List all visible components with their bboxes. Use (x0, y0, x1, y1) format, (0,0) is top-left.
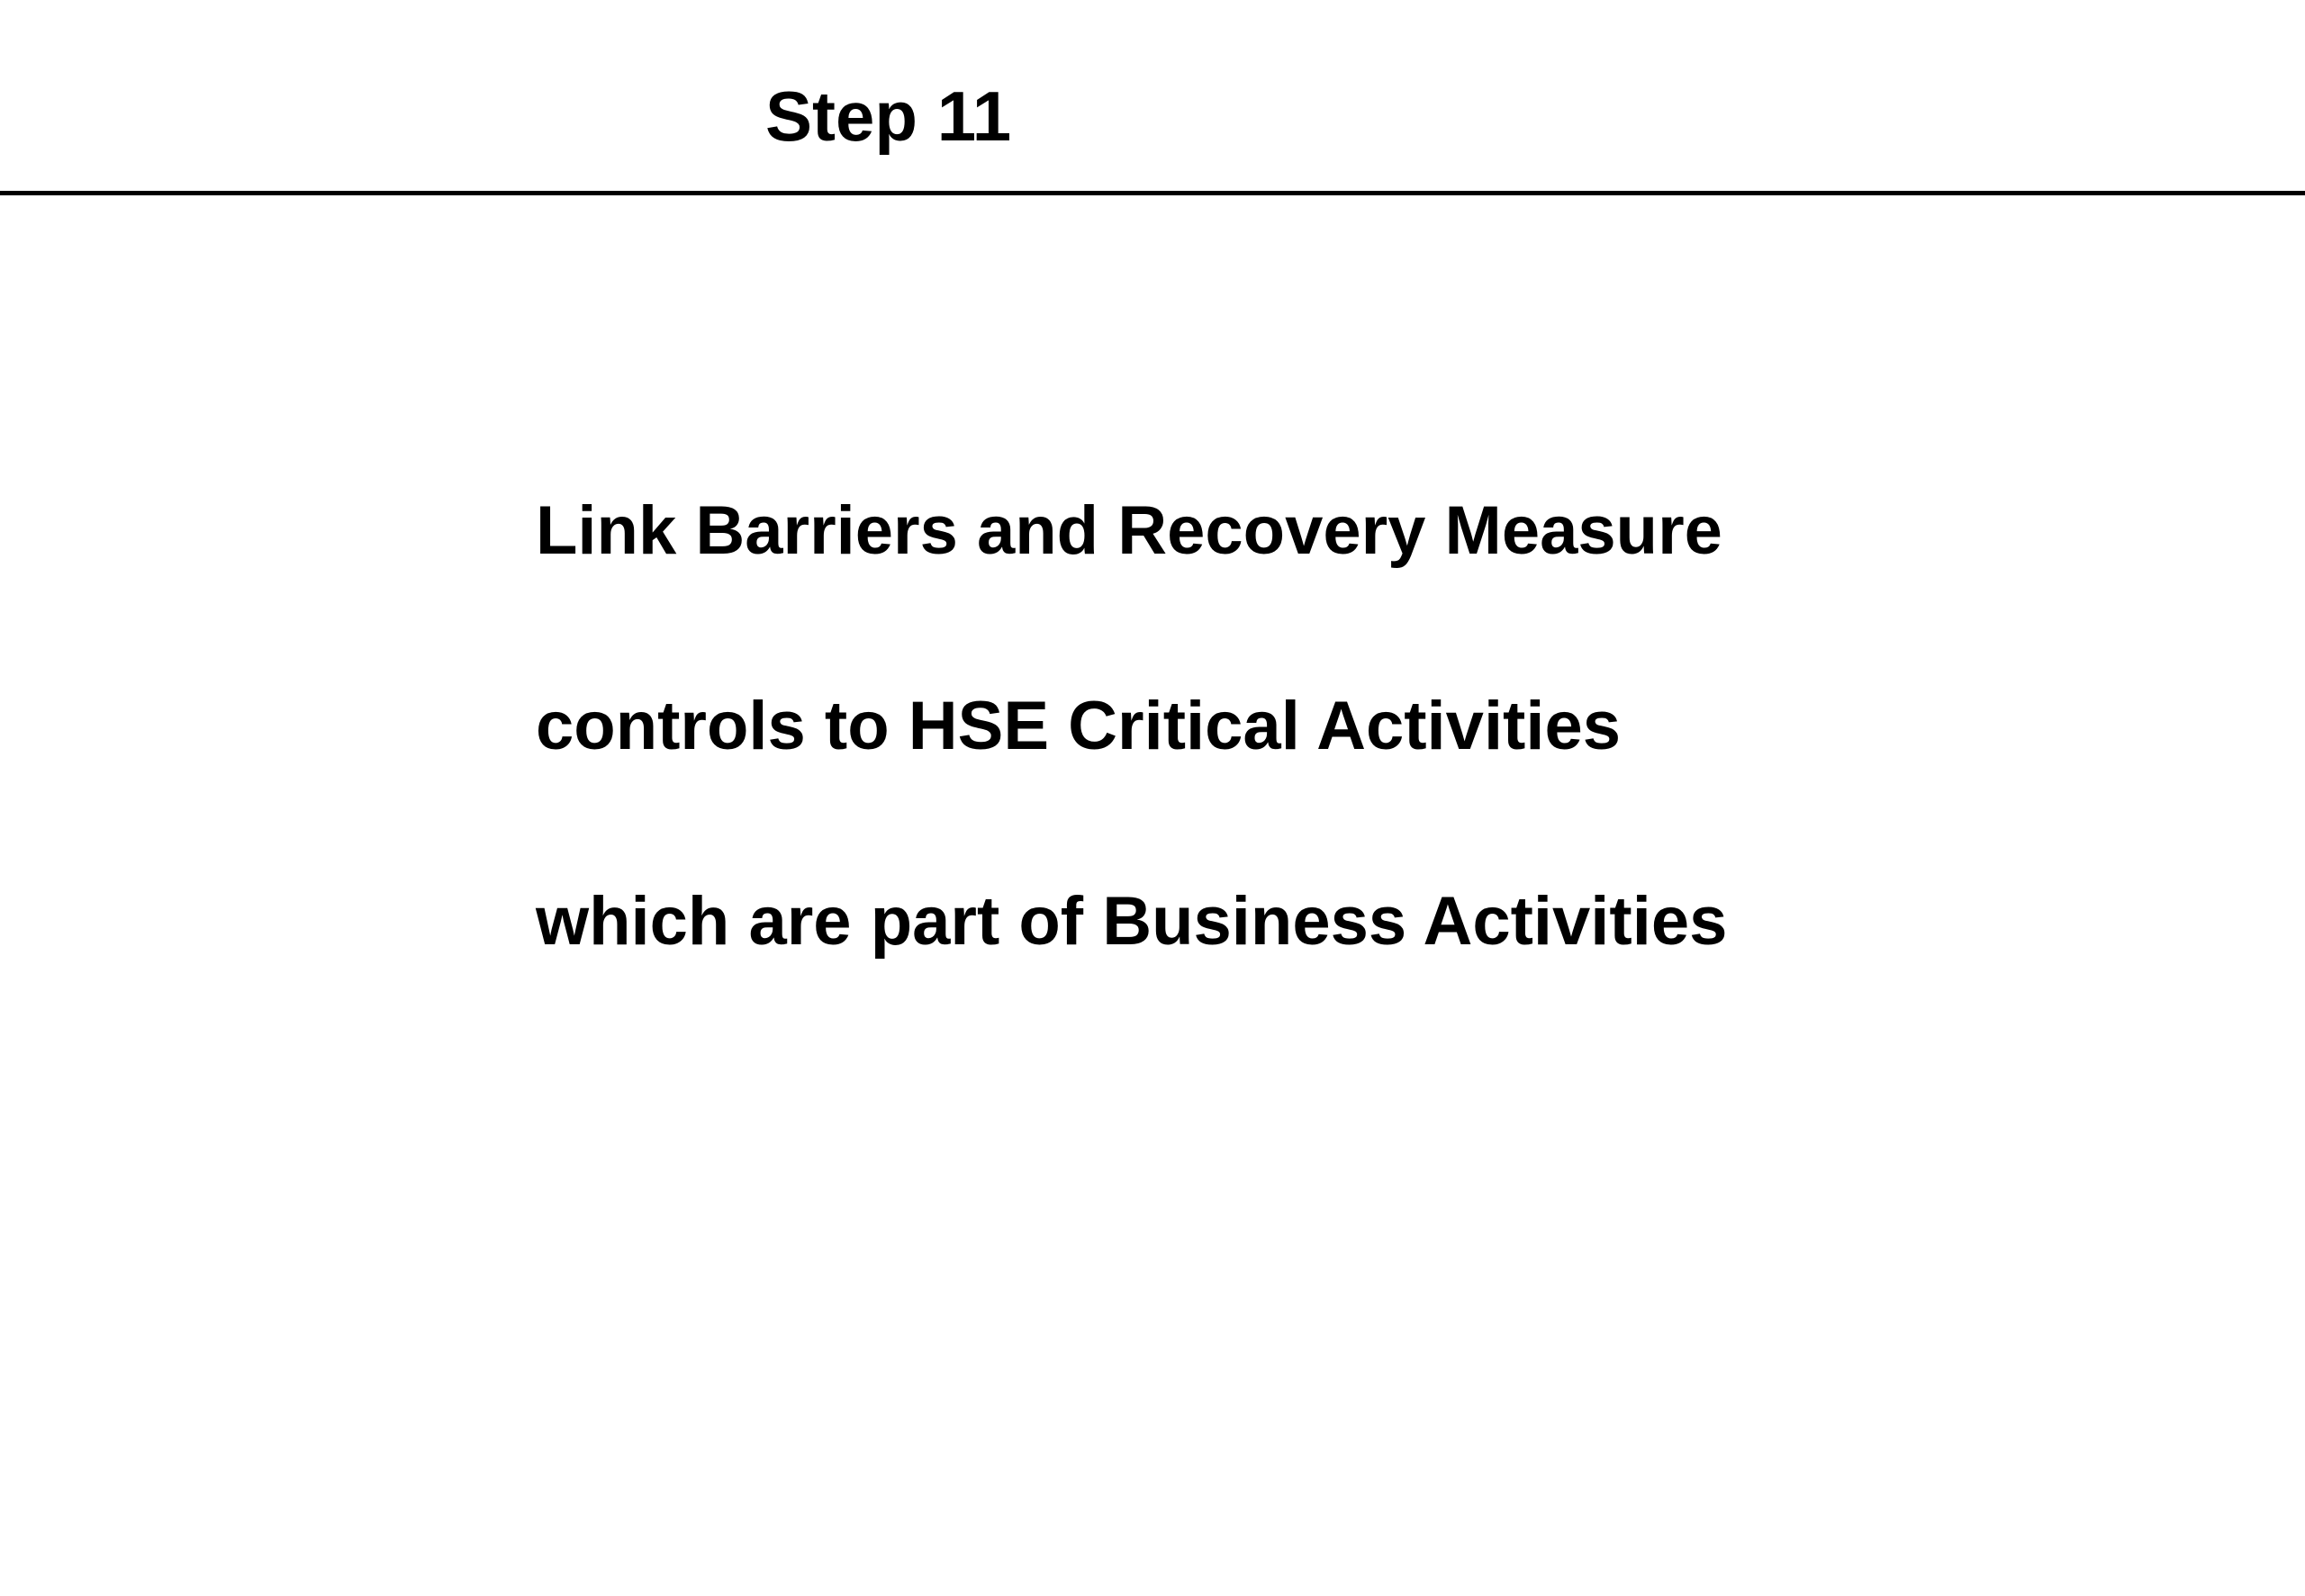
slide-body (536, 491, 1727, 1078)
body-line-3: which are part of Business Activities (536, 883, 1728, 960)
body-line-1: Link Barriers and Recovery Measure (536, 492, 1722, 569)
title-divider (0, 191, 2305, 195)
slide-title: Step 11 (765, 77, 1012, 156)
body-line-2: controls to HSE Critical Activities (536, 688, 1622, 764)
